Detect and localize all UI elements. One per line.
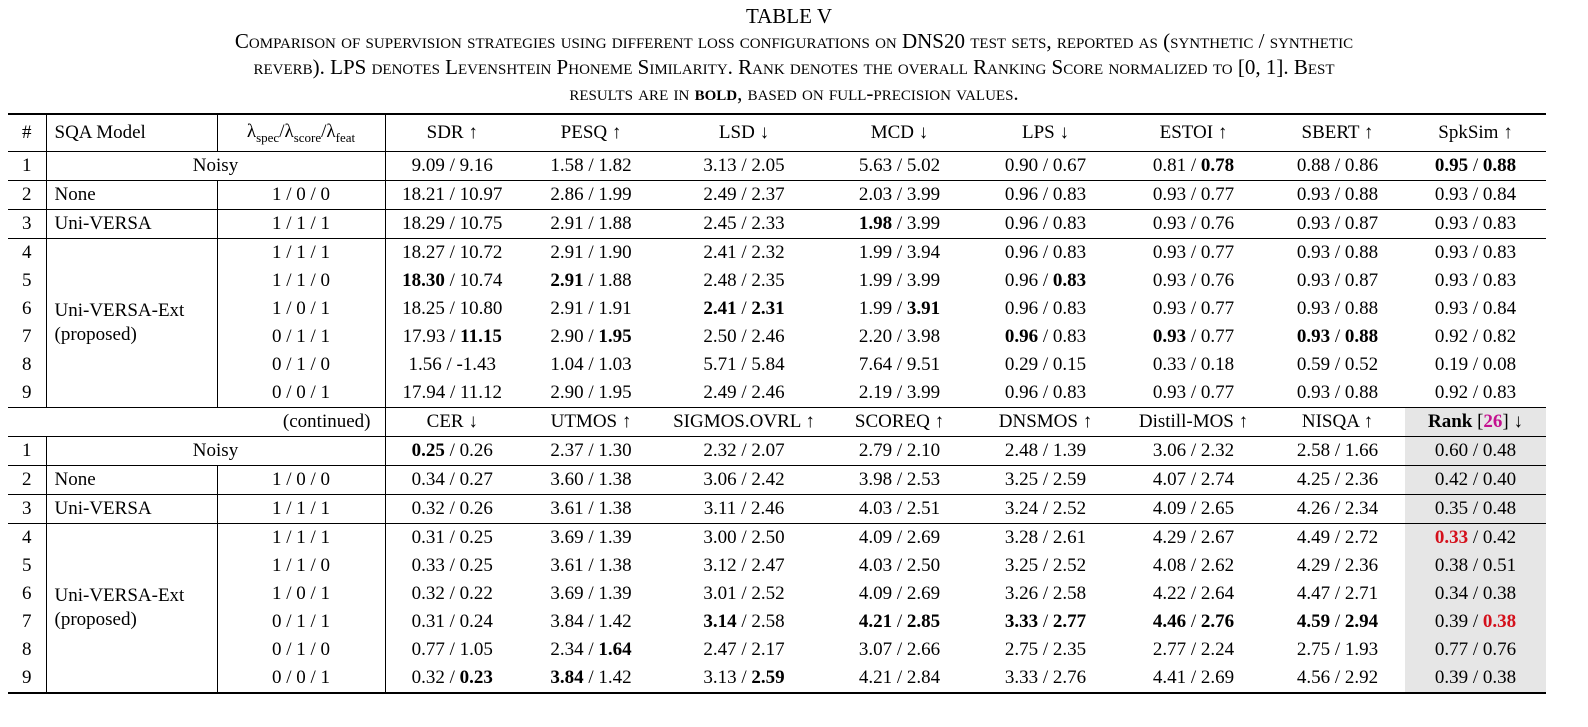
metric-cell: 0.93 / 0.77 [1117, 181, 1270, 210]
metric-cell: 7.64 / 9.51 [858, 354, 941, 375]
lambda-config: 0 / 1 / 1 [217, 323, 385, 351]
metric-cell: 2.47 / 2.17 [703, 639, 785, 660]
row-number: 4 [8, 239, 46, 268]
header-metric: PESQ ↑ [519, 114, 663, 152]
metric-cell: 4.22 / 2.64 [1152, 583, 1235, 604]
metric-cell: 0.60 / 0.48 [1405, 437, 1546, 466]
header-row [8, 114, 1546, 152]
metric-cell: 0.39 / 0.38 [1405, 608, 1546, 636]
model-name: Uni-VERSA [46, 210, 217, 239]
metric-cell: 0.35 / 0.48 [1405, 495, 1546, 524]
metric-cell: 0.88 / 0.86 [1270, 152, 1405, 181]
metric-cell: 18.27 / 10.72 [385, 239, 519, 268]
table-row [8, 552, 1546, 580]
metric-cell: 2.37 / 1.30 [519, 437, 663, 466]
table-row [8, 636, 1546, 664]
metric-cell: 0.92 / 0.82 [1434, 326, 1517, 347]
table-row [8, 524, 1546, 553]
lambda-config: 1 / 1 / 1 [217, 210, 385, 239]
metric-cell: 0.42 / 0.40 [1405, 466, 1546, 495]
metric-cell: 3.69 / 1.39 [519, 524, 663, 553]
metric-cell: 1.99 / 3.94 [825, 239, 974, 268]
metric-cell: 0.33 / 0.18 [1152, 354, 1235, 375]
metric-cell: 0.59 / 0.52 [1296, 354, 1379, 375]
metric-cell: 4.21 / 2.85 [858, 611, 941, 632]
metric-cell: 18.30 / 10.74 [402, 270, 503, 291]
metric-cell: 0.32 / 0.23 [385, 664, 519, 693]
row-number: 6 [8, 295, 46, 323]
row-number: 9 [8, 664, 46, 693]
metric-cell: 0.93 / 0.87 [1270, 210, 1405, 239]
metric-cell: 2.90 / 1.95 [550, 382, 632, 403]
metric-cell: 0.93 / 0.83 [1434, 270, 1517, 291]
metric-cell: 3.13 / 2.59 [663, 664, 825, 693]
table-row [8, 323, 1546, 351]
metric-cell: 3.26 / 2.58 [1004, 583, 1087, 604]
row-number: 2 [8, 466, 46, 495]
model-name: Uni-VERSA [46, 495, 217, 524]
metric-cell: 2.03 / 3.99 [825, 181, 974, 210]
header-metric: SBERT ↑ [1270, 114, 1405, 152]
row-number: 8 [8, 351, 46, 379]
metric-cell: 2.48 / 1.39 [974, 437, 1117, 466]
header-metric: NISQA ↑ [1270, 408, 1405, 437]
metric-cell: 0.96 / 0.83 [974, 239, 1117, 268]
metric-cell: 4.03 / 2.50 [858, 555, 941, 576]
results-table [8, 113, 1546, 694]
header-metric: ESTOI ↑ [1117, 114, 1270, 152]
metric-cell: 2.41 / 2.32 [663, 239, 825, 268]
table-row [8, 580, 1546, 608]
metric-cell: 2.49 / 2.37 [663, 181, 825, 210]
row-number: 5 [8, 267, 46, 295]
table-row [8, 210, 1546, 239]
header-metric: Distill-MOS ↑ [1117, 408, 1270, 437]
table-row [8, 267, 1546, 295]
table-body [8, 114, 1546, 693]
lambda-config: 0 / 1 / 0 [217, 636, 385, 664]
header-lambdas: $\lambda_{spec}/\lambda_{score}/\lambda_{feat}$ [217, 114, 385, 152]
metric-cell: 0.93 / 0.77 [1152, 326, 1235, 347]
metric-cell: 5.63 / 5.02 [825, 152, 974, 181]
metric-cell: 0.95 / 0.88 [1405, 152, 1546, 181]
row-number: 1 [8, 152, 46, 181]
row-number: 2 [8, 181, 46, 210]
metric-cell: 2.91 / 1.91 [550, 298, 632, 319]
row-number: 3 [8, 210, 46, 239]
header-metric: SIGMOS.OVRL ↑ [663, 408, 825, 437]
metric-cell: 3.01 / 2.52 [703, 583, 785, 604]
metric-cell: 2.91 / 1.88 [519, 210, 663, 239]
metric-cell: 4.09 / 2.69 [825, 524, 974, 553]
metric-cell: 2.58 / 1.66 [1270, 437, 1405, 466]
metric-cell: 0.33 / 0.25 [411, 555, 493, 576]
metric-cell: 0.32 / 0.22 [411, 583, 493, 604]
metric-cell: 2.75 / 2.35 [1004, 639, 1087, 660]
metric-cell: 3.14 / 2.58 [703, 611, 785, 632]
metric-cell: 4.41 / 2.69 [1117, 664, 1270, 693]
metric-cell: 0.31 / 0.24 [411, 611, 493, 632]
metric-cell: 9.09 / 9.16 [385, 152, 519, 181]
header-num: # [8, 114, 46, 152]
metric-cell: 0.93 / 0.88 [1296, 326, 1379, 347]
metric-cell: 18.25 / 10.80 [402, 298, 503, 319]
metric-cell: 18.21 / 10.97 [385, 181, 519, 210]
header-metric: UTMOS ↑ [519, 408, 663, 437]
metric-cell: 0.77 / 1.05 [411, 639, 493, 660]
metric-cell: 0.96 / 0.83 [974, 210, 1117, 239]
metric-cell: 0.93 / 0.88 [1270, 181, 1405, 210]
metric-cell: 3.33 / 2.76 [974, 664, 1117, 693]
metric-cell: 0.32 / 0.26 [385, 495, 519, 524]
metric-cell: 0.19 / 0.08 [1434, 354, 1517, 375]
metric-cell: 3.13 / 2.05 [663, 152, 825, 181]
metric-cell: 0.96 / 0.83 [974, 181, 1117, 210]
metric-cell: 0.93 / 0.77 [1152, 298, 1235, 319]
header-metric: DNSMOS ↑ [974, 408, 1117, 437]
table-row [8, 152, 1546, 181]
metric-cell: 1.99 / 3.99 [858, 270, 941, 291]
table-row [8, 351, 1546, 379]
metric-cell: 0.92 / 0.83 [1434, 382, 1517, 403]
header-metric: SpkSim ↑ [1405, 114, 1546, 152]
metric-cell: 3.11 / 2.46 [663, 495, 825, 524]
metric-cell: 0.77 / 0.76 [1405, 636, 1546, 664]
continued-header-row [8, 408, 1546, 437]
metric-cell: 4.59 / 2.94 [1296, 611, 1379, 632]
metric-cell: 1.98 / 3.99 [825, 210, 974, 239]
metric-cell: 3.33 / 2.77 [1004, 611, 1087, 632]
table-row [8, 664, 1546, 693]
metric-cell: 4.49 / 2.72 [1270, 524, 1405, 553]
metric-cell: 17.93 / 11.15 [402, 326, 502, 347]
metric-cell: 2.48 / 2.35 [703, 270, 785, 291]
metric-cell: 2.75 / 1.93 [1296, 639, 1379, 660]
metric-cell: 3.98 / 2.53 [825, 466, 974, 495]
metric-cell: 0.90 / 0.67 [974, 152, 1117, 181]
metric-cell: 0.38 / 0.51 [1405, 552, 1546, 580]
metric-cell: 0.29 / 0.15 [1004, 354, 1087, 375]
metric-cell: 0.93 / 0.76 [1152, 270, 1235, 291]
lambda-config: 1 / 1 / 0 [217, 267, 385, 295]
lambda-config: 1 / 0 / 1 [217, 295, 385, 323]
table-caption [9, 28, 1579, 106]
metric-cell: 0.93 / 0.84 [1405, 181, 1546, 210]
metric-cell: 2.91 / 1.88 [550, 270, 632, 291]
metric-cell: 2.86 / 1.99 [519, 181, 663, 210]
metric-cell: 1.56 / -1.43 [408, 354, 497, 375]
metric-cell: 0.96 / 0.83 [1004, 270, 1087, 291]
row-number: 3 [8, 495, 46, 524]
metric-cell: 3.25 / 2.59 [974, 466, 1117, 495]
metric-cell: 3.07 / 2.66 [858, 639, 941, 660]
metric-cell: 4.03 / 2.51 [825, 495, 974, 524]
table-title: TABLE V [745, 4, 832, 28]
metric-cell: 1.04 / 1.03 [550, 354, 632, 375]
metric-cell: 0.93 / 0.77 [1117, 239, 1270, 268]
metric-cell: 3.60 / 1.38 [519, 466, 663, 495]
metric-cell: 3.69 / 1.39 [550, 583, 632, 604]
lambda-config: 0 / 0 / 1 [217, 379, 385, 408]
metric-cell: 0.93 / 0.87 [1296, 270, 1379, 291]
metric-cell: 2.91 / 1.90 [519, 239, 663, 268]
metric-cell: 3.61 / 1.38 [519, 495, 663, 524]
header-model: SQA Model [46, 114, 217, 152]
continued-label: (continued) [8, 408, 385, 437]
metric-cell: 0.93 / 0.83 [1405, 210, 1546, 239]
metric-cell: 4.47 / 2.71 [1296, 583, 1379, 604]
model-noisy: Noisy [46, 437, 385, 466]
metric-cell: 0.93 / 0.84 [1434, 298, 1517, 319]
metric-cell: 3.84 / 1.42 [550, 611, 632, 632]
metric-cell: 4.26 / 2.34 [1270, 495, 1405, 524]
model-noisy: Noisy [46, 152, 385, 181]
metric-cell: 4.09 / 2.69 [858, 583, 941, 604]
metric-cell: 4.29 / 2.36 [1296, 555, 1379, 576]
caption-line-1: Comparison of supervision strategies using different loss configurations on DNS20 test sets, reported as (synthetic / synthetic [234, 29, 1354, 53]
caption-bold-word: bold [694, 81, 738, 105]
metric-cell: 0.93 / 0.76 [1117, 210, 1270, 239]
metric-cell: 0.34 / 0.38 [1405, 580, 1546, 608]
table-row [8, 239, 1546, 268]
metric-cell: 0.93 / 0.77 [1152, 382, 1235, 403]
metric-cell: 2.20 / 3.98 [858, 326, 941, 347]
lambda-config: 0 / 1 / 0 [217, 351, 385, 379]
metric-cell: 0.33 / 0.42 [1405, 524, 1546, 553]
metric-cell: 17.94 / 11.12 [402, 382, 503, 403]
metric-cell: 1.58 / 1.82 [519, 152, 663, 181]
metric-cell: 4.29 / 2.67 [1117, 524, 1270, 553]
table-row [8, 181, 1546, 210]
citation-link: 26 [1483, 411, 1503, 432]
model-name: None [46, 466, 217, 495]
metric-cell: 0.31 / 0.25 [385, 524, 519, 553]
row-number: 7 [8, 323, 46, 351]
header-metric: MCD ↓ [825, 114, 974, 152]
metric-cell: 3.25 / 2.52 [1004, 555, 1087, 576]
table-row [8, 437, 1546, 466]
table-row [8, 295, 1546, 323]
lambda-config: 1 / 1 / 0 [217, 552, 385, 580]
row-number: 6 [8, 580, 46, 608]
row-number: 4 [8, 524, 46, 553]
metric-cell: 0.96 / 0.83 [1004, 298, 1087, 319]
model-uni-versa-ext: Uni-VERSA-Ext (proposed) [46, 239, 217, 408]
metric-cell: 3.00 / 2.50 [663, 524, 825, 553]
metric-cell: 2.45 / 2.33 [663, 210, 825, 239]
lambda-config: 1 / 1 / 1 [217, 524, 385, 553]
metric-cell: 3.06 / 2.32 [1117, 437, 1270, 466]
metric-cell: 0.25 / 0.26 [385, 437, 519, 466]
row-number: 7 [8, 608, 46, 636]
row-number: 5 [8, 552, 46, 580]
metric-cell: 0.81 / 0.78 [1117, 152, 1270, 181]
metric-cell: 2.79 / 2.10 [825, 437, 974, 466]
row-number: 9 [8, 379, 46, 408]
metric-cell: 4.07 / 2.74 [1117, 466, 1270, 495]
row-number: 1 [8, 437, 46, 466]
header-metric: LSD ↓ [663, 114, 825, 152]
metric-cell: 2.49 / 2.46 [703, 382, 785, 403]
metric-cell: 2.90 / 1.95 [550, 326, 632, 347]
metric-cell: 18.29 / 10.75 [385, 210, 519, 239]
table-row [8, 379, 1546, 408]
model-uni-versa-ext: Uni-VERSA-Ext (proposed) [46, 524, 217, 694]
metric-cell: 2.19 / 3.99 [858, 382, 941, 403]
caption-line-2: reverb). LPS denotes Levenshtein Phoneme Similarity. Rank denotes the overall Ranking Score normalized to [0, 1]. Best [253, 55, 1335, 79]
metric-cell: 3.24 / 2.52 [974, 495, 1117, 524]
metric-cell: 0.93 / 0.88 [1296, 298, 1379, 319]
metric-cell: 3.06 / 2.42 [663, 466, 825, 495]
row-number: 8 [8, 636, 46, 664]
metric-cell: 2.77 / 2.24 [1152, 639, 1235, 660]
metric-cell: 0.93 / 0.83 [1405, 239, 1546, 268]
lambda-config: 0 / 0 / 1 [217, 664, 385, 693]
header-metric: SDR ↑ [385, 114, 519, 152]
metric-cell: 4.25 / 2.36 [1270, 466, 1405, 495]
header-metric: CER ↓ [385, 408, 519, 437]
metric-cell: 0.96 / 0.83 [1004, 326, 1087, 347]
header-metric: LPS ↓ [974, 114, 1117, 152]
lambda-config: 1 / 1 / 1 [217, 495, 385, 524]
table-row [8, 608, 1546, 636]
header-rank: Rank [26] ↓ [1405, 408, 1546, 437]
metric-cell: 0.39 / 0.38 [1405, 664, 1546, 693]
lambda-config: 0 / 1 / 1 [217, 608, 385, 636]
lambda-config: 1 / 1 / 1 [217, 239, 385, 268]
caption-line-3: results are in bold, based on full-precision values. [569, 81, 1019, 105]
header-metric: SCOREQ ↑ [825, 408, 974, 437]
metric-cell: 4.21 / 2.84 [825, 664, 974, 693]
metric-cell: 5.71 / 5.84 [703, 354, 785, 375]
metric-cell: 2.50 / 2.46 [703, 326, 785, 347]
metric-cell: 0.93 / 0.88 [1270, 239, 1405, 268]
metric-cell: 3.84 / 1.42 [519, 664, 663, 693]
metric-cell: 2.32 / 2.07 [663, 437, 825, 466]
metric-cell: 4.09 / 2.65 [1117, 495, 1270, 524]
lambda-config: 1 / 0 / 1 [217, 580, 385, 608]
metric-cell: 3.28 / 2.61 [974, 524, 1117, 553]
metric-cell: 0.96 / 0.83 [1004, 382, 1087, 403]
metric-cell: 0.34 / 0.27 [385, 466, 519, 495]
metric-cell: 4.08 / 2.62 [1152, 555, 1235, 576]
metric-cell: 3.61 / 1.38 [550, 555, 632, 576]
metric-cell: 4.46 / 2.76 [1152, 611, 1235, 632]
metric-cell: 3.12 / 2.47 [703, 555, 785, 576]
table-row [8, 466, 1546, 495]
metric-cell: 4.56 / 2.92 [1270, 664, 1405, 693]
metric-cell: 1.99 / 3.91 [858, 298, 941, 319]
metric-cell: 2.41 / 2.31 [703, 298, 785, 319]
metric-cell: 0.93 / 0.88 [1296, 382, 1379, 403]
lambda-config: 1 / 0 / 0 [217, 466, 385, 495]
table-row [8, 495, 1546, 524]
lambda-config: 1 / 0 / 0 [217, 181, 385, 210]
metric-cell: 2.34 / 1.64 [550, 639, 632, 660]
model-name: None [46, 181, 217, 210]
